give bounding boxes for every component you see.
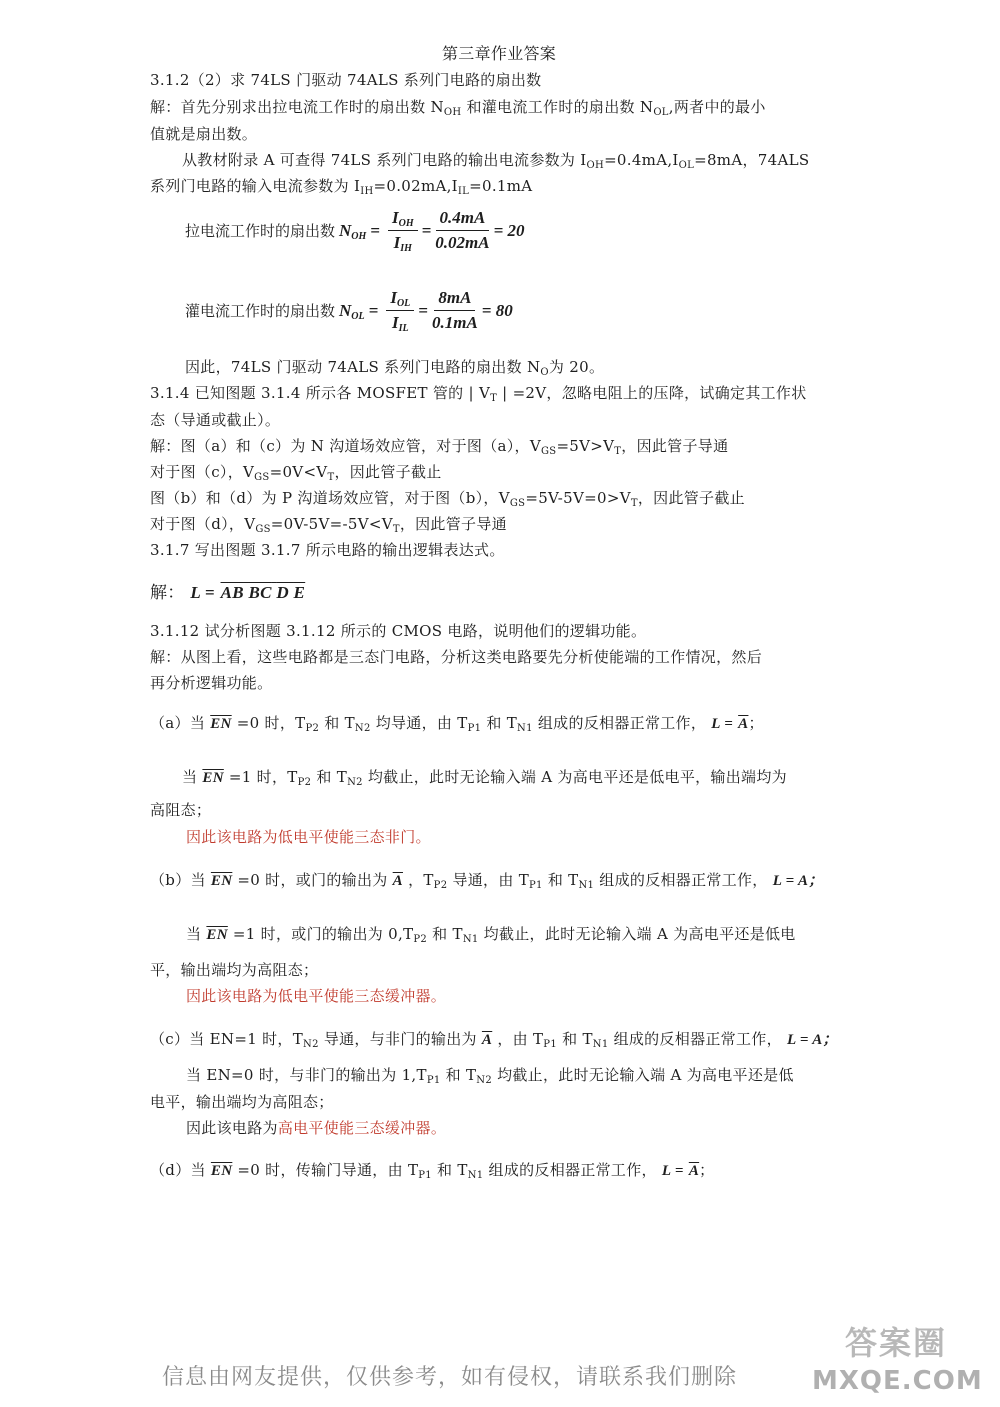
- eq1-label: 拉电流工作时的扇出数: [185, 222, 336, 240]
- s314-question-line2: 态（导通或截止）。: [150, 411, 281, 429]
- s314-answer-line4: 对于图（d），$V_{GS}=0V-5V=-5V<V_T$，因此管子导通: [150, 515, 507, 535]
- watermark-url: MXQE.COM: [812, 1366, 983, 1396]
- s3112-solution-line2: 再分析逻辑功能。: [150, 674, 273, 692]
- case-c-conclusion: 因此该电路为高电平使能三态缓冲器。: [186, 1119, 447, 1137]
- case-c-line3: 电平，输出端均为高阻态；: [150, 1093, 334, 1111]
- s312-conclusion: 因此，74LS 门驱动 74ALS 系列门电路的扇出数 $N_O$为 20。: [185, 358, 605, 378]
- eq2-result: = 80: [481, 300, 513, 320]
- eq1-fraction-symbolic: $\frac{I_{OH}}{I_{IH}}$: [388, 208, 418, 253]
- equation-fanout-low: 灌电流工作时的扇出数 $N_{OL}$ = $\frac{I_{OL}}{I_{IL}}$ = $\frac{8mA}{0.1mA}$ = 80: [185, 288, 513, 334]
- s3112-question: 3.1.12 试分析图题 3.1.12 所示的 CMOS 电路，说明他们的逻辑功能。: [150, 622, 647, 640]
- s312-paragraph-line2: 系列门电路的输入电流参数为 $I_{IH}=0.02mA,I_{IL}=0.1mA$: [150, 177, 533, 197]
- page-title: 第三章作业答案: [442, 44, 557, 63]
- case-a-conclusion: 因此该电路为低电平使能三态非门。: [186, 828, 431, 846]
- s312-solution-line2: 值就是扇出数。: [150, 125, 258, 143]
- s314-answer-line1: 解：图（a）和（c）为 N 沟道场效应管，对于图（a），$V_{GS}=5V>V_T$，因此管子导通: [150, 437, 729, 457]
- s314-answer-line3: 图（b）和（d）为 P 沟道场效应管，对于图（b），$V_{GS}=5V-5V=0>V_T$，因此管子截止: [150, 489, 745, 509]
- s314-answer-line2: 对于图（c），$V_{GS}=0V<V_T$，因此管子截止: [150, 463, 442, 483]
- s314-question-line1: 3.1.4 已知图题 3.1.4 所示各 MOSFET 管的 | $V_T$ | =2V，忽略电阻上的压降，试确定其工作状: [150, 384, 807, 404]
- equation-fanout-high: 拉电流工作时的扇出数 $N_{OH}$ = $\frac{I_{OH}}{I_{IH}}$ = $\frac{0.4mA}{0.02mA}$ = 20: [185, 208, 525, 254]
- s312-heading: 3.1.2（2）求 74LS 门驱动 74ALS 系列门电路的扇出数: [150, 71, 542, 89]
- case-c-line2: 当 EN=0 时，与非门的输出为 $1,T_{P1}$ 和 $T_{N2}$ 均截止，此时无论输入端 A 为高电平还是低: [186, 1066, 794, 1086]
- case-b-conclusion: 因此该电路为低电平使能三态缓冲器。: [186, 987, 447, 1005]
- case-d-line1: （d）当 $\overline{EN} =0$ 时，传输门导通，由 $T_{P1}$ 和 $T_{N1}$ 组成的反相器正常工作， $L = \overline{A}$；: [150, 1161, 715, 1181]
- s317-question: 3.1.7 写出图题 3.1.7 所示电路的输出逻辑表达式。: [150, 541, 505, 559]
- case-c-line1: （c）当 EN=1 时，$T_{N2}$ 导通，与非门的输出为 $\overline{A}$ ，由 $T_{P1}$ 和 $T_{N1}$ 组成的反相器正常工作， L = A；: [150, 1030, 838, 1050]
- eq1-result: = 20: [493, 220, 525, 240]
- eq2-fraction-numeric: $\frac{8mA}{0.1mA}$: [431, 288, 478, 332]
- s317-answer: 解： L = AB BC D E: [150, 583, 306, 603]
- s312-paragraph-line1: 从教材附录 A 可查得 74LS 系列门电路的输出电流参数为 $I_{OH}=0.4mA,I_{OL}=8mA$，74ALS: [182, 151, 810, 171]
- case-a-line3: 高阻态；: [150, 801, 212, 819]
- disclaimer-footer: 信息由网友提供，仅供参考，如有侵权，请联系我们删除: [162, 1365, 738, 1390]
- expr-overbar: AB BC D E: [220, 583, 306, 602]
- s3112-solution-line1: 解：从图上看，这些电路都是三态门电路，分析这类电路要先分析使能端的工作情况，然后: [150, 648, 763, 666]
- case-b-line1: （b）当 $\overline{EN} =0$ 时，或门的输出为 $\overline{A}$ ，$T_{P2}$ 导通，由 $T_{P1}$ 和 $T_{N1}$ 组成的反相器正常工作， L = A；: [150, 871, 824, 891]
- watermark-logo: 答案圈: [845, 1324, 948, 1362]
- case-b-line3: 平，输出端均为高阻态；: [150, 961, 319, 979]
- case-a-line2: 当 $\overline{EN} =1$ 时，$T_{P2}$ 和 $T_{N2}$ 均截止，此时无论输入端 A 为高电平还是低电平，输出端均为: [182, 768, 787, 788]
- case-b-line2: 当 $\overline{EN} =1$ 时，或门的输出为 $0,T_{P2}$ 和 $T_{N1}$ 均截止，此时无论输入端 A 为高电平还是低电: [186, 925, 796, 945]
- eq2-fraction-symbolic: $\frac{I_{OL}}{I_{IL}}$: [386, 288, 414, 333]
- eq1-fraction-numeric: $\frac{0.4mA}{0.02mA}$: [435, 208, 490, 252]
- case-a-line1: （a）当 $\overline{EN} =0$ 时，$T_{P2}$ 和 $T_{N2}$ 均导通，由 $T_{P1}$ 和 $T_{N1}$ 组成的反相器正常工作， $L = \overline{A}$；: [150, 714, 764, 734]
- eq2-label: 灌电流工作时的扇出数: [185, 302, 336, 320]
- s312-solution-line1: 解：首先分别求出拉电流工作时的扇出数 $N_{OH}$ 和灌电流工作时的扇出数 $N_{OL}$,两者中的最小: [150, 98, 766, 118]
